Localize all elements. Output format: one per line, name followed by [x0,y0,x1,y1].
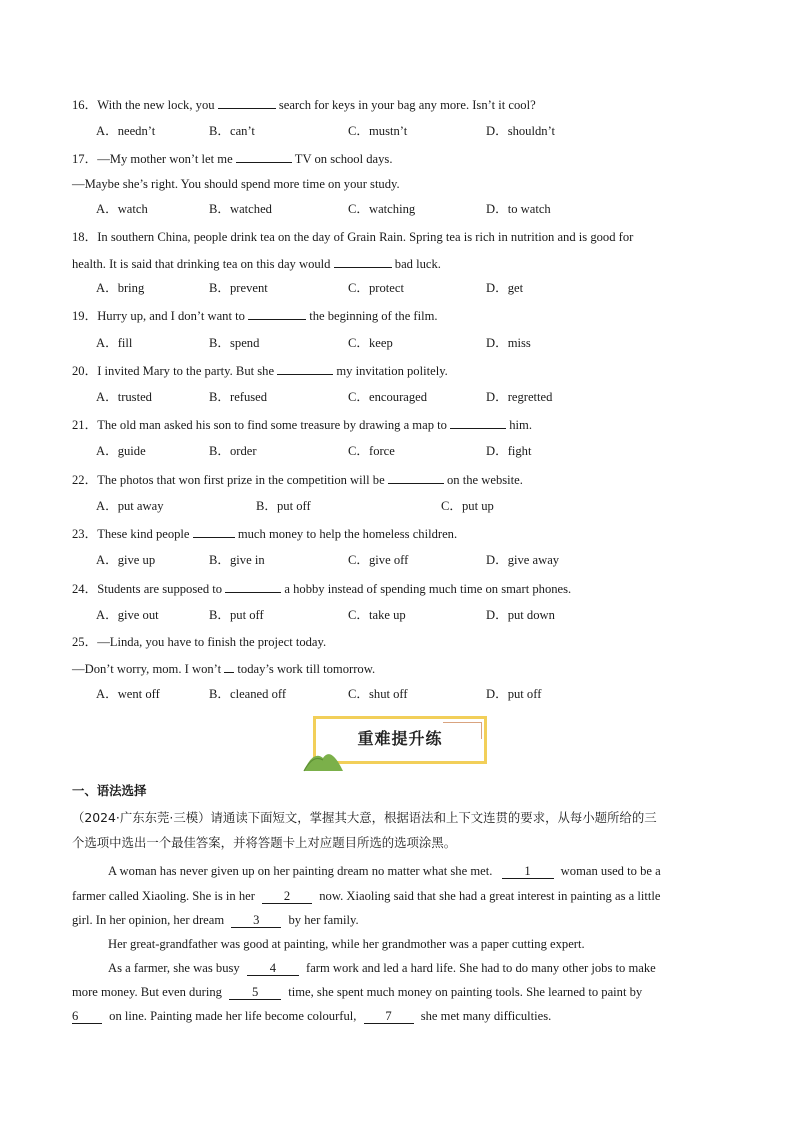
passage-text: now. Xiaoling said that she had a great interest in painting as a little [319,889,661,903]
stem-part: 24．Students are supposed to [72,582,226,596]
stem-part: my invitation politely. [333,364,448,378]
q19-option-d: D．miss [486,336,531,350]
stem-part: the beginning of the film. [306,309,438,323]
q19-option-b: B．spend [209,336,260,350]
q18-option-d: D．get [486,281,524,295]
q18-option-a: A．bring [96,281,145,295]
stem-part: a hobby instead of spending much time on smart phones. [281,582,572,596]
stem-part: 17．—My mother won’t let me [72,152,236,166]
q18-option-b: B．prevent [209,281,268,295]
q17-option-a: A．watch [96,202,148,216]
question-19-stem [72,307,438,324]
passage-text: time, she spent much money on painting tools. She learned to paint by [288,985,643,999]
q21-option-b: B．order [209,444,257,458]
q20-option-c: C．encouraged [348,390,428,404]
passage-text: A woman has never given up on her painting dream no matter what she met. [108,864,493,878]
q25-option-c: C．shut off [348,687,408,701]
q25-option-d: D．put off [486,687,542,701]
passage-blank-2: 2 [262,889,312,904]
q21-option-d: D．fight [486,444,532,458]
stem-part: him. [506,418,532,432]
stem-part: on the website. [443,473,523,487]
question-22-stem [72,471,523,488]
passage-text: she met many difficulties. [420,1009,552,1023]
passage-text: on line. Painting made her life become colourful, [109,1009,357,1023]
passage-blank-3: 3 [231,913,281,928]
section-instruction-line1: （2024·广东东莞·三模）请通读下面短文，掌握其大意，根据语法和上下文连贯的要求，从每小题所给的三 [72,810,657,825]
question-17-reply: —Maybe she’s right. You should spend more time on your study. [72,177,400,191]
passage-blank-7: 7 [364,1009,414,1024]
stem-part: bad luck. [391,257,441,271]
passage-blank-6: 6 [72,1009,102,1024]
passage-line-2 [72,888,660,904]
answer-blank [236,150,292,163]
question-24-stem [72,580,571,597]
passage-blank-4: 4 [247,961,299,976]
stem-part: health. It is said that drinking tea on this day would [72,257,334,271]
answer-blank [334,255,392,268]
passage-line-3 [72,912,359,928]
q16-option-b: B．can’t [209,124,255,138]
q17-option-b: B．watched [209,202,272,216]
stem-part: 16．With the new lock, you [72,98,218,112]
q17-option-c: C．watching [348,202,416,216]
q16-option-a: A．needn’t [96,124,156,138]
banner-title: 重难提升练 [357,729,443,748]
answer-blank [225,580,281,593]
question-16-stem [72,96,536,113]
answer-blank [218,96,276,109]
answer-blank [248,307,306,320]
passage-line-6 [72,984,642,1000]
stem-part: 23．These kind people [72,527,193,541]
passage-text: As a farmer, she was busy [108,961,240,975]
question-18-stem-line1: 18．In southern China, people drink tea on the day of Grain Rain. Spring tea is rich in nutrition and is good for [72,230,634,244]
stem-part: today’s work till tomorrow. [234,662,376,676]
stem-part: search for keys in your bag any more. Isn’t it cool? [275,98,536,112]
stem-part: 22．The photos that won first prize in the competition will be [72,473,388,487]
q22-option-a: A．put away [96,499,164,513]
q25-option-a: A．went off [96,687,160,701]
passage-line-5 [108,960,656,976]
q19-option-a: A．fill [96,336,133,350]
q25-option-b: B．cleaned off [209,687,287,701]
q20-option-d: D．regretted [486,390,553,404]
stem-part: TV on school days. [291,152,393,166]
answer-blank [224,660,234,673]
passage-text: more money. But even during [72,985,222,999]
section-instruction-line2: 个选项中选出一个最佳答案，并将答题卡上对应题目所选的选项涂黑。 [72,835,457,850]
stem-part: —Don’t worry, mom. I won’t [72,662,225,676]
stem-part: 21．The old man asked his son to find some treasure by drawing a map to [72,418,451,432]
passage-text: girl. In her opinion, her dream [72,913,225,927]
answer-blank [193,525,235,538]
q18-option-c: C．protect [348,281,404,295]
question-18-stem-line2 [72,255,441,272]
q20-option-b: B．refused [209,390,268,404]
q24-option-b: B．put off [209,608,264,622]
q23-option-d: D．give away [486,553,560,567]
q22-option-b: B．put off [256,499,311,513]
section-banner [303,716,489,772]
stem-part: much money to help the homeless children. [234,527,458,541]
q23-option-c: C．give off [348,553,409,567]
q23-option-a: A．give up [96,553,156,567]
question-20-stem [72,362,448,379]
passage-line-4: Her great-grandfather was good at painting, while her grandmother was a paper cutting expert. [108,937,585,951]
question-17-stem [72,150,392,167]
passage-text: farmer called Xiaoling. She is in her [72,889,255,903]
question-25-stem-line1: 25．—Linda, you have to finish the project today. [72,635,327,649]
passage-blank-1: 1 [502,864,554,879]
question-21-stem [72,416,532,433]
answer-blank [277,362,333,375]
answer-blank [388,471,444,484]
q24-option-a: A．give out [96,608,159,622]
q21-option-c: C．force [348,444,395,458]
passage-line-7 [72,1008,551,1024]
passage-line-1 [108,863,661,879]
passage-text: farm work and led a hard life. She had to do many other jobs to make [306,961,656,975]
q21-option-a: A．guide [96,444,146,458]
q16-option-d: D．shouldn’t [486,124,556,138]
section-heading: 一、语法选择 [72,783,147,798]
q24-option-d: D．put down [486,608,555,622]
stem-part: 20．I invited Mary to the party. But she [72,364,278,378]
passage-text: by her family. [288,913,359,927]
q22-option-c: C．put up [441,499,494,513]
question-23-stem [72,525,457,542]
q20-option-a: A．trusted [96,390,152,404]
q24-option-c: C．take up [348,608,406,622]
stem-part: 19．Hurry up, and I don’t want to [72,309,249,323]
q16-option-c: C．mustn’t [348,124,408,138]
answer-blank [450,416,506,429]
q23-option-b: B．give in [209,553,265,567]
question-25-stem-line2 [72,660,375,677]
q17-option-d: D．to watch [486,202,551,216]
passage-text: woman used to be a [560,864,661,878]
q19-option-c: C．keep [348,336,393,350]
passage-blank-5: 5 [229,985,281,1000]
